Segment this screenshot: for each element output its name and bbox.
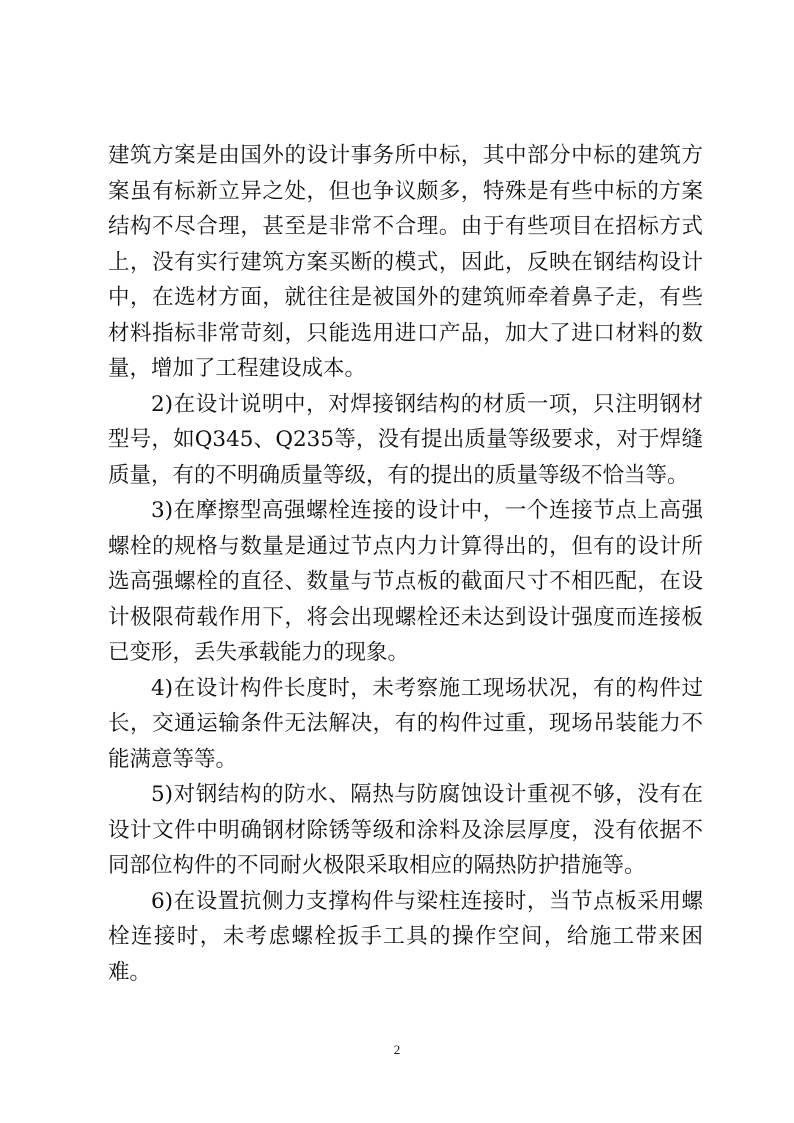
page-number: 2 (393, 1042, 401, 1057)
paragraph-3: 3)在摩擦型高强螺栓连接的设计中，一个连接节点上高强螺栓的规格与数量是通过节点内力计算得出的，但有的设计所选高强螺栓的直径、数量与节点板的截面尺寸不相匹配，在设计极限荷载作用下，将会出现螺栓还未达到设计强度而连接板已变形，丢失承载能力的现象。 (108, 498, 703, 665)
paragraph-4: 4)在设计构件长度时，未考察施工现场状况，有的构件过长，交通运输条件无法解决，有的构件过重，现场吊装能力不能满意等等。 (108, 675, 703, 772)
paragraph-1: 建筑方案是由国外的设计事务所中标，其中部分中标的建筑方案虽有标新立异之处，但也争议颇多，特殊是有些中标的方案结构不尽合理，甚至是非常不合理。由于有些项目在招标方式上，没有实行建筑方案买断的模式，因此，反映在钢结构设计中，在选材方面，就往往是被国外的建筑师牵着鼻子走，有些材料指标非常苛刻，只能选用进口产品，加大了进口材料的数量，增加了工程建设成本。 (108, 143, 703, 381)
paragraph-5: 5)对钢结构的防水、隔热与防腐蚀设计重视不够，没有在设计文件中明确钢材除锈等级和涂料及涂层厚度，没有依据不同部位构件的不同耐火极限采取相应的隔热防护措施等。 (108, 782, 703, 878)
body-text (108, 138, 703, 990)
paragraph-6: 6)在设置抗侧力支撑构件与梁柱连接时，当节点板采用螺栓连接时，未考虑螺栓扳手工具的操作空间，给施工带来困难。 (108, 888, 703, 985)
paragraph-2: 2)在设计说明中，对焊接钢结构的材质一项，只注明钢材型号，如Q345、Q235等，没有提出质量等级要求，对于焊缝质量，有的不明确质量等级，有的提出的质量等级不恰当等。 (108, 391, 703, 488)
